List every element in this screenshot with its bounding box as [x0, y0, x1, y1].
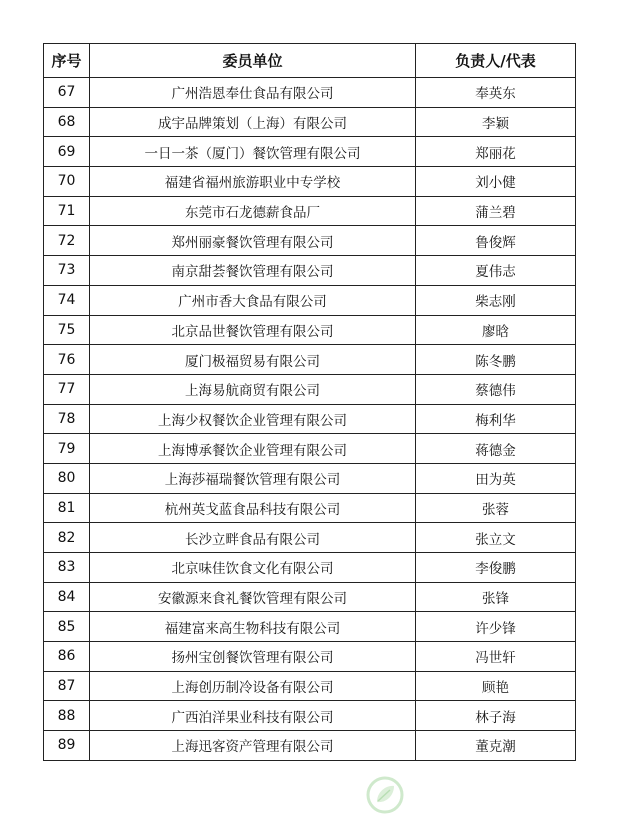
row-unit: 福建富来高生物科技有限公司	[90, 612, 416, 642]
row-person: 许少锋	[416, 612, 576, 642]
row-index: 84	[44, 582, 90, 612]
table-row	[44, 167, 576, 197]
row-person: 夏伟志	[416, 256, 576, 286]
row-unit: 广西泊洋果业科技有限公司	[90, 701, 416, 731]
table-row	[44, 374, 576, 404]
row-person: 梅利华	[416, 404, 576, 434]
table-row	[44, 671, 576, 701]
table-row	[44, 434, 576, 464]
row-index: 72	[44, 226, 90, 256]
row-person: 李俊鹏	[416, 553, 576, 583]
row-index: 86	[44, 642, 90, 672]
row-person: 林子海	[416, 701, 576, 731]
row-unit: 上海创历制冷设备有限公司	[90, 671, 416, 701]
row-person: 董克潮	[416, 731, 576, 761]
row-index: 81	[44, 493, 90, 523]
row-person: 蒋德金	[416, 434, 576, 464]
row-index: 77	[44, 374, 90, 404]
row-unit: 福建省福州旅游职业中专学校	[90, 167, 416, 197]
watermark-logo-icon	[365, 775, 405, 815]
table-row	[44, 582, 576, 612]
row-unit: 上海少权餐饮企业管理有限公司	[90, 404, 416, 434]
row-person: 蔡德伟	[416, 374, 576, 404]
row-unit: 广州浩恩奉仕食品有限公司	[90, 78, 416, 108]
row-unit: 安徽源来食礼餐饮管理有限公司	[90, 582, 416, 612]
table-row	[44, 701, 576, 731]
row-person: 李颖	[416, 107, 576, 137]
table-row	[44, 523, 576, 553]
row-index: 89	[44, 731, 90, 761]
row-person: 张立文	[416, 523, 576, 553]
row-unit: 郑州丽豪餐饮管理有限公司	[90, 226, 416, 256]
table-header-row	[44, 44, 576, 78]
header-index: 序号	[44, 44, 90, 78]
row-unit: 南京甜荟餐饮管理有限公司	[90, 256, 416, 286]
row-unit: 长沙立畔食品有限公司	[90, 523, 416, 553]
row-unit: 扬州宝创餐饮管理有限公司	[90, 642, 416, 672]
row-index: 78	[44, 404, 90, 434]
row-index: 69	[44, 137, 90, 167]
row-index: 87	[44, 671, 90, 701]
row-unit: 北京品世餐饮管理有限公司	[90, 315, 416, 345]
table-row	[44, 345, 576, 375]
table-row	[44, 731, 576, 761]
row-index: 88	[44, 701, 90, 731]
row-unit: 北京味佳饮食文化有限公司	[90, 553, 416, 583]
row-person: 刘小健	[416, 167, 576, 197]
row-unit: 广州市香大食品有限公司	[90, 285, 416, 315]
row-index: 67	[44, 78, 90, 108]
row-index: 73	[44, 256, 90, 286]
row-person: 顾艳	[416, 671, 576, 701]
row-person: 张蓉	[416, 493, 576, 523]
row-index: 85	[44, 612, 90, 642]
row-unit: 上海易航商贸有限公司	[90, 374, 416, 404]
table-row	[44, 78, 576, 108]
table-row	[44, 463, 576, 493]
row-index: 70	[44, 167, 90, 197]
row-index: 76	[44, 345, 90, 375]
row-person: 陈冬鹏	[416, 345, 576, 375]
row-index: 68	[44, 107, 90, 137]
row-person: 廖晗	[416, 315, 576, 345]
table-row	[44, 642, 576, 672]
row-index: 74	[44, 285, 90, 315]
table-row	[44, 196, 576, 226]
row-unit: 上海博承餐饮企业管理有限公司	[90, 434, 416, 464]
table-row	[44, 137, 576, 167]
row-index: 79	[44, 434, 90, 464]
row-unit: 上海莎福瑞餐饮管理有限公司	[90, 463, 416, 493]
header-person: 负责人/代表	[416, 44, 576, 78]
row-unit: 杭州英戈蓝食品科技有限公司	[90, 493, 416, 523]
table-row	[44, 553, 576, 583]
table-row	[44, 315, 576, 345]
table-row	[44, 493, 576, 523]
row-person: 蒲兰碧	[416, 196, 576, 226]
row-index: 80	[44, 463, 90, 493]
row-index: 71	[44, 196, 90, 226]
table-row	[44, 226, 576, 256]
row-person: 奉英东	[416, 78, 576, 108]
row-index: 82	[44, 523, 90, 553]
row-person: 柴志刚	[416, 285, 576, 315]
row-unit: 东莞市石龙德薪食品厂	[90, 196, 416, 226]
committee-table	[43, 43, 576, 761]
table-row	[44, 404, 576, 434]
row-person: 冯世轩	[416, 642, 576, 672]
row-index: 83	[44, 553, 90, 583]
table-row	[44, 285, 576, 315]
row-unit: 成宇品牌策划（上海）有限公司	[90, 107, 416, 137]
row-person: 郑丽花	[416, 137, 576, 167]
row-unit: 厦门极福贸易有限公司	[90, 345, 416, 375]
row-unit: 一日一茶（厦门）餐饮管理有限公司	[90, 137, 416, 167]
row-person: 田为英	[416, 463, 576, 493]
table-row	[44, 612, 576, 642]
table-row	[44, 107, 576, 137]
header-unit: 委员单位	[90, 44, 416, 78]
row-person: 张锋	[416, 582, 576, 612]
row-unit: 上海迅客资产管理有限公司	[90, 731, 416, 761]
table-row	[44, 256, 576, 286]
row-index: 75	[44, 315, 90, 345]
row-person: 鲁俊辉	[416, 226, 576, 256]
